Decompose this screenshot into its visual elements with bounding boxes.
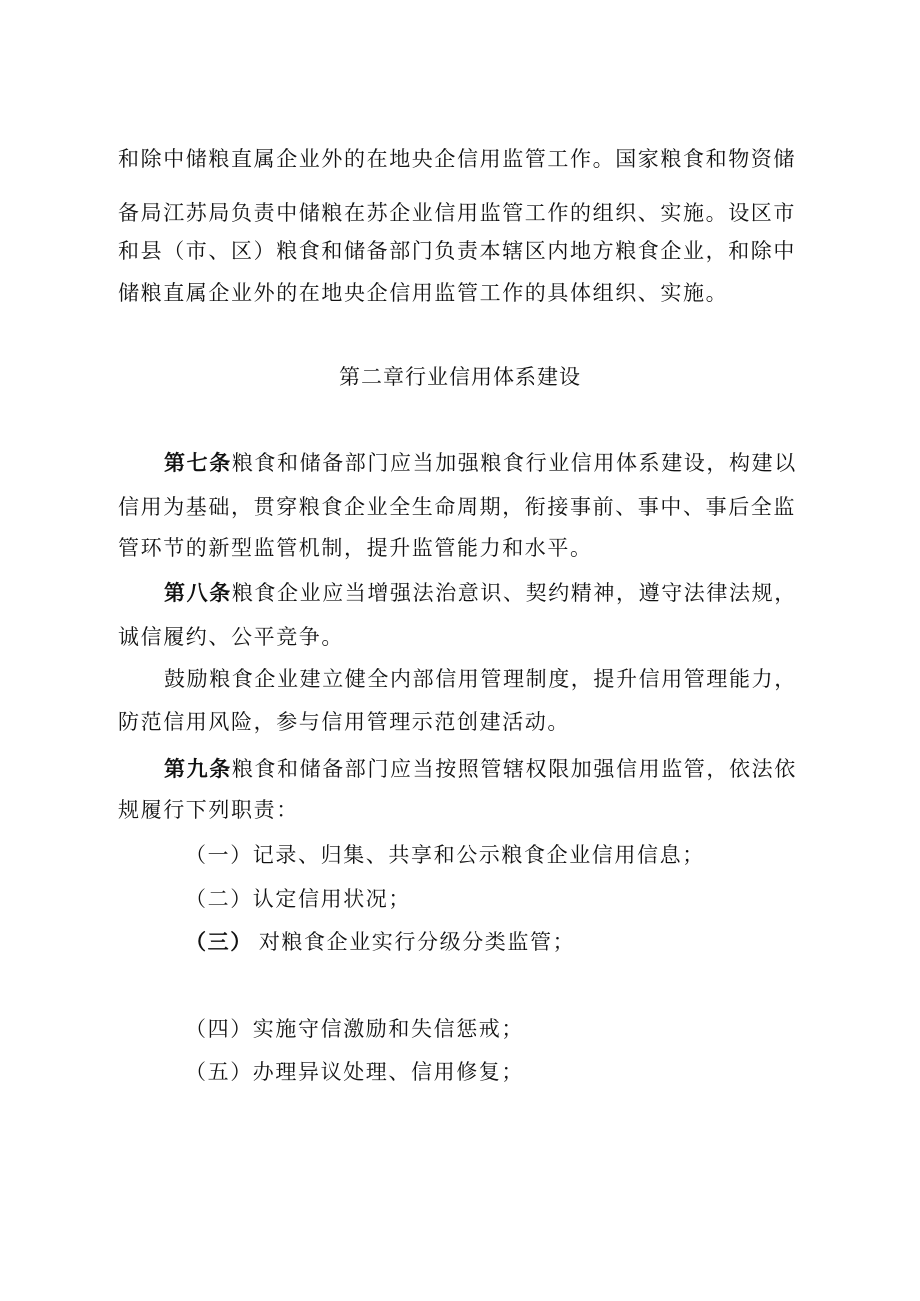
article-7-label: 第七条 bbox=[164, 451, 232, 475]
article-7-line-1 bbox=[164, 446, 808, 480]
article-8-label: 第八条 bbox=[164, 581, 232, 605]
article-9-label: 第九条 bbox=[164, 757, 232, 781]
article-9-line-1 bbox=[164, 752, 808, 786]
article-8-para-2-line-1: 鼓励粮食企业建立健全内部信用管理制度，提升信用管理能力， bbox=[164, 667, 797, 691]
article-9-item-3-number: （三） bbox=[185, 930, 253, 954]
article-7-line-3: 管环节的新型监管机制，提升监管能力和水平。 bbox=[118, 536, 593, 560]
chapter-title: 第二章行业信用体系建设 bbox=[339, 365, 581, 389]
article-9-line-2: 规履行下列职责： bbox=[118, 798, 299, 822]
article-9-item-4: （四）实施守信激励和失信惩戒； bbox=[185, 1017, 524, 1041]
article-9-item-5: （五）办理异议处理、信用修复； bbox=[185, 1060, 524, 1084]
intro-line-1: 和除中储粮直属企业外的在地央企信用监管工作。国家粮食和物资储 bbox=[118, 147, 796, 171]
article-8-line-2: 诚信履约、公平竞争。 bbox=[118, 625, 344, 649]
article-8-para-2-line-2: 防范信用风险，参与信用管理示范创建活动。 bbox=[118, 710, 570, 734]
article-9-item-3 bbox=[185, 925, 808, 959]
article-9-item-1: （一）记录、归集、共享和公示粮食企业信用信息； bbox=[185, 843, 705, 867]
article-7-line-2: 信用为基础，贯穿粮食企业全生命周期，衔接事前、事中、事后全监 bbox=[118, 495, 796, 519]
article-9-item-3-text: 对粮食企业实行分级分类监管； bbox=[258, 930, 576, 954]
article-9-text-1: 粮食和储备部门应当按照管辖权限加强信用监管，依法依 bbox=[231, 757, 797, 781]
article-7-text-1: 粮食和储备部门应当加强粮食行业信用体系建设，构建以 bbox=[231, 451, 797, 475]
intro-line-4: 储粮直属企业外的在地央企信用监管工作的具体组织、实施。 bbox=[118, 281, 729, 305]
article-8-text-1: 粮食企业应当增强法治意识、契约精神，遵守法律法规， bbox=[231, 581, 797, 605]
intro-line-3: 和县（市、区）粮食和储备部门负责本辖区内地方粮食企业，和除中 bbox=[118, 239, 796, 263]
intro-line-2: 备局江苏局负责中储粮在苏企业信用监管工作的组织、实施。设区市 bbox=[118, 201, 796, 225]
article-9-item-2: （二）认定信用状况； bbox=[185, 887, 411, 911]
article-8-line-1 bbox=[164, 576, 808, 610]
